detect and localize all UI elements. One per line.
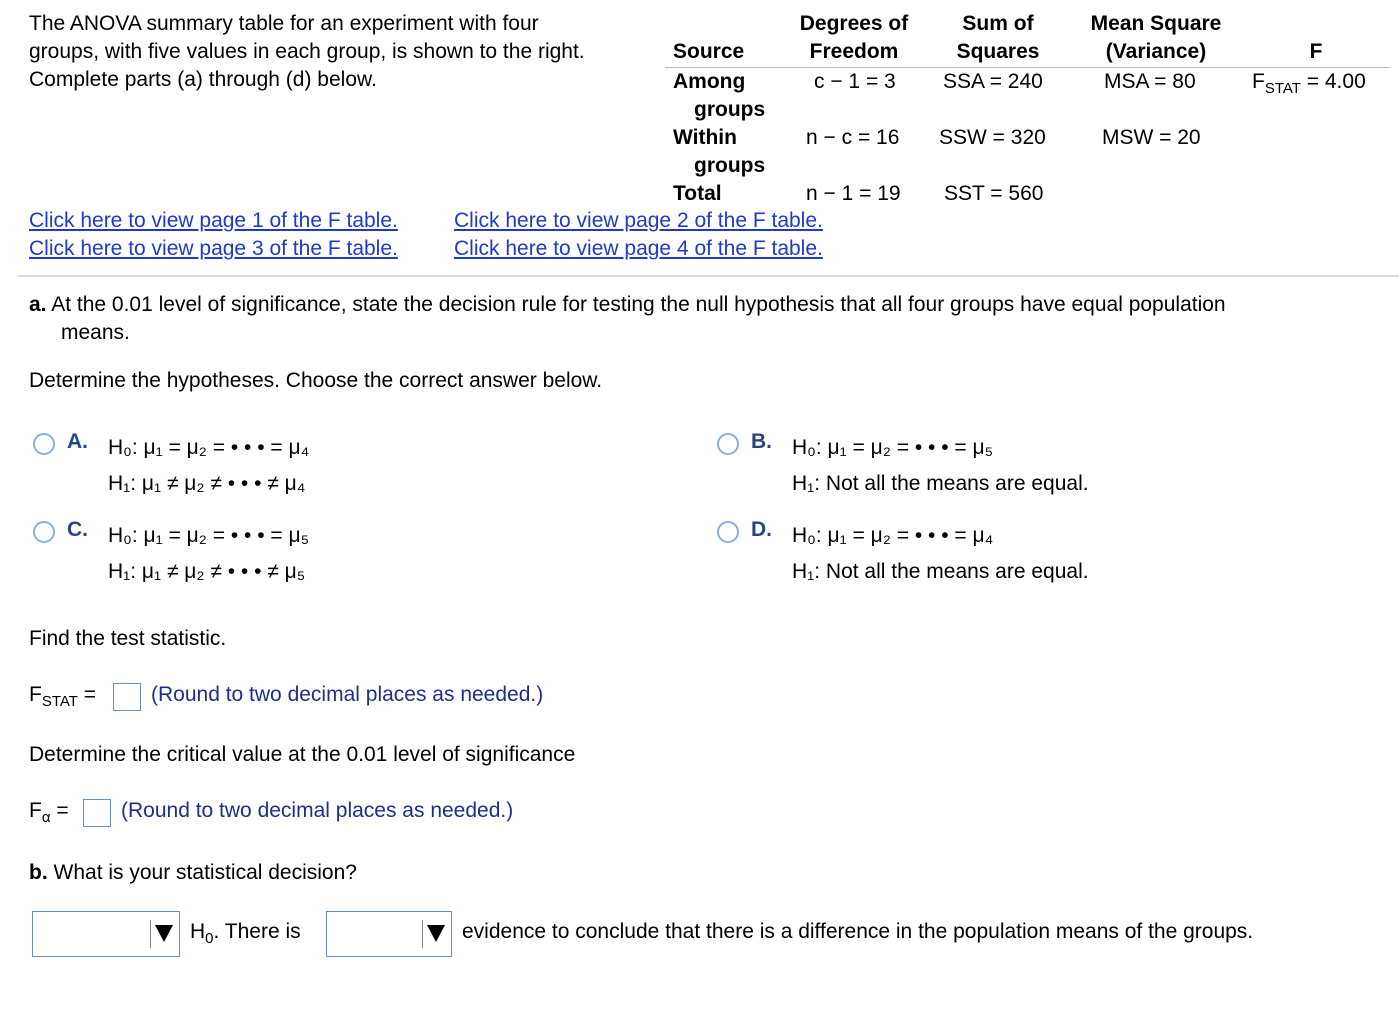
part-a-text-cont: means.	[61, 321, 130, 344]
header-ms: Mean Square (Variance)	[1090, 12, 1222, 63]
intro-line-1: The ANOVA summary table for an experiment with four	[29, 12, 539, 35]
dropdown-separator	[150, 920, 151, 948]
conclusion-text: evidence to conclude that there is a difference in the population means of the groups.	[462, 920, 1254, 943]
option-a-radio[interactable]	[33, 433, 55, 455]
option-b-label: B.	[751, 430, 772, 453]
option-a-content	[108, 430, 309, 502]
chevron-down-icon[interactable]	[427, 925, 445, 942]
row-among-f: $F_{STAT} = 4.00$	[1252, 70, 1366, 97]
row-within-ss: SSW = 320	[939, 126, 1046, 149]
row-total-source: Total	[673, 182, 722, 205]
option-d-h0: H₀: μ₁ = μ₂ = • • • = μ₄	[792, 524, 994, 547]
fstat-input[interactable]	[113, 683, 141, 711]
header-ss: Sum of Squares	[956, 12, 1040, 63]
row-within-source: Within groups	[673, 126, 766, 177]
decision-dropdown[interactable]	[32, 911, 180, 957]
option-b-h0: H₀: μ₁ = μ₂ = • • • = μ₅	[792, 436, 994, 459]
option-d-h1: H₁: Not all the means are equal.	[792, 560, 1089, 583]
option-b-h1: H₁: Not all the means are equal.	[792, 472, 1089, 495]
fstat-hint: (Round to two decimal places as needed.)	[151, 683, 544, 706]
hypotheses-instruction: Determine the hypotheses. Choose the correct answer below.	[29, 369, 603, 392]
part-a-question	[29, 291, 1226, 347]
option-d-radio[interactable]	[717, 521, 739, 543]
option-c-radio[interactable]	[33, 521, 55, 543]
option-b[interactable]	[751, 430, 772, 454]
part-b-text: What is your statistical decision?	[53, 861, 357, 884]
fstat-label: $F_{STAT}$ =	[29, 683, 97, 710]
option-a[interactable]	[67, 430, 88, 454]
part-a-label: a.	[29, 293, 47, 316]
f-table-link-page-1[interactable]: Click here to view page 1 of the F table.	[29, 209, 398, 232]
option-d-content	[792, 518, 1089, 590]
option-c-h1: H₁: μ₁ ≠ μ₂ ≠ • • • ≠ μ₅	[108, 560, 306, 583]
option-a-label: A.	[67, 430, 88, 453]
row-among-ms: MSA = 80	[1104, 70, 1196, 93]
part-b-question	[29, 861, 357, 885]
option-b-content	[792, 430, 1089, 502]
chevron-down-icon[interactable]	[155, 925, 173, 942]
part-a-text: At the 0.01 level of significance, state the decision rule for testing the null hypothesis that all four groups have equal population	[51, 293, 1226, 316]
f-table-link-page-4[interactable]: Click here to view page 4 of the F table.	[454, 237, 823, 260]
h0-text: $H_0$. There is	[190, 920, 301, 947]
option-d[interactable]	[751, 518, 772, 542]
row-among-df: c − 1 = 3	[814, 70, 896, 93]
option-a-h1: H₁: μ₁ ≠ μ₂ ≠ • • • ≠ μ₄	[108, 472, 306, 495]
row-within-ms: MSW = 20	[1102, 126, 1201, 149]
critical-value-prompt: Determine the critical value at the 0.01 level of significance	[29, 743, 576, 766]
option-a-h0: H₀: μ₁ = μ₂ = • • • = μ₄	[108, 436, 310, 459]
option-d-label: D.	[751, 518, 772, 541]
dropdown-separator	[422, 920, 423, 948]
f-alpha-input[interactable]	[83, 799, 111, 827]
f-alpha-hint: (Round to two decimal places as needed.)	[121, 799, 514, 822]
row-total-ss: SST = 560	[944, 182, 1044, 205]
row-total-df: n − 1 = 19	[806, 182, 901, 205]
option-c-label: C.	[67, 518, 88, 541]
option-c-h0: H₀: μ₁ = μ₂ = • • • = μ₅	[108, 524, 310, 547]
option-b-radio[interactable]	[717, 433, 739, 455]
f-alpha-label: $F_\alpha$ =	[29, 799, 69, 826]
intro-line-3: Complete parts (a) through (d) below.	[29, 68, 377, 91]
row-among-ss: SSA = 240	[943, 70, 1043, 93]
part-b-label: b.	[29, 861, 48, 884]
header-source: Source	[673, 40, 745, 63]
f-table-link-page-3[interactable]: Click here to view page 3 of the F table.	[29, 237, 398, 260]
intro-text	[29, 10, 585, 94]
f-table-link-page-2[interactable]: Click here to view page 2 of the F table.	[454, 209, 823, 232]
option-c[interactable]	[67, 518, 88, 542]
option-c-content	[108, 518, 309, 590]
test-stat-prompt: Find the test statistic.	[29, 627, 227, 650]
header-df: Degrees of Freedom	[799, 12, 909, 63]
evidence-dropdown[interactable]	[326, 911, 452, 957]
section-divider	[18, 275, 1399, 277]
intro-line-2: groups, with five values in each group, is shown to the right.	[29, 40, 585, 63]
header-f: F	[1309, 40, 1323, 63]
row-among-source: Among groups	[673, 70, 766, 121]
row-within-df: n − c = 16	[806, 126, 900, 149]
